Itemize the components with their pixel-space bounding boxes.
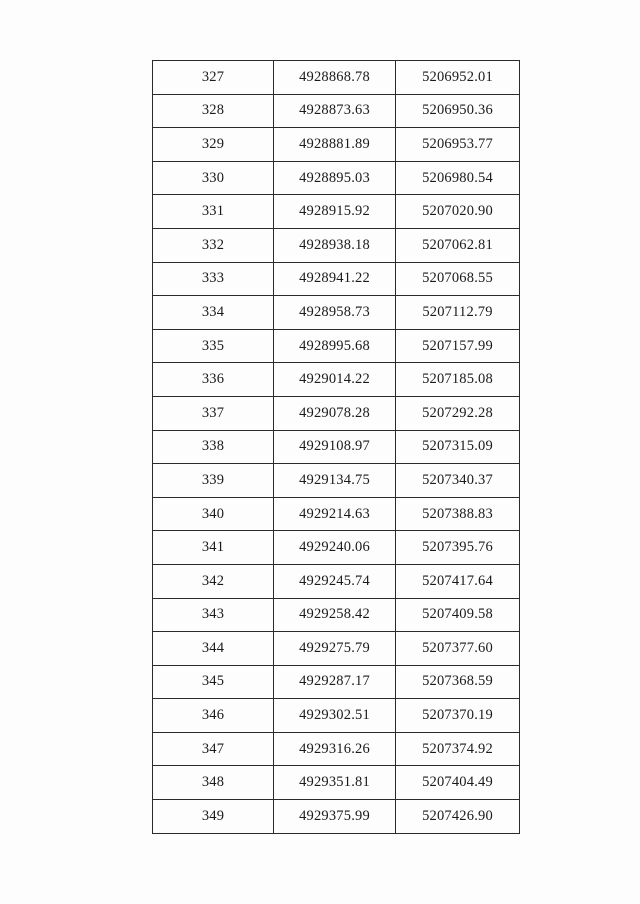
table-row xyxy=(153,464,520,498)
table-row xyxy=(153,632,520,666)
x-coordinate-cell: 4929258.42 xyxy=(274,598,396,632)
point-number-cell: 349 xyxy=(153,800,274,834)
x-coordinate-cell: 4929375.99 xyxy=(274,800,396,834)
point-number-cell: 338 xyxy=(153,430,274,464)
point-number-cell: 342 xyxy=(153,564,274,598)
point-number-cell: 348 xyxy=(153,766,274,800)
y-coordinate-cell: 5206953.77 xyxy=(396,128,520,162)
y-coordinate-cell: 5207368.59 xyxy=(396,665,520,699)
y-coordinate-cell: 5207292.28 xyxy=(396,396,520,430)
point-number-cell: 328 xyxy=(153,94,274,128)
table-row xyxy=(153,699,520,733)
x-coordinate-cell: 4929302.51 xyxy=(274,699,396,733)
y-coordinate-cell: 5207395.76 xyxy=(396,531,520,565)
point-number-cell: 329 xyxy=(153,128,274,162)
y-coordinate-cell: 5207068.55 xyxy=(396,262,520,296)
x-coordinate-cell: 4929240.06 xyxy=(274,531,396,565)
point-number-cell: 334 xyxy=(153,296,274,330)
table-row xyxy=(153,61,520,95)
x-coordinate-cell: 4928938.18 xyxy=(274,228,396,262)
table-row xyxy=(153,363,520,397)
x-coordinate-cell: 4929275.79 xyxy=(274,632,396,666)
x-coordinate-cell: 4929014.22 xyxy=(274,363,396,397)
x-coordinate-cell: 4928958.73 xyxy=(274,296,396,330)
table-row xyxy=(153,665,520,699)
y-coordinate-cell: 5206980.54 xyxy=(396,161,520,195)
y-coordinate-cell: 5207374.92 xyxy=(396,732,520,766)
y-coordinate-cell: 5207157.99 xyxy=(396,329,520,363)
y-coordinate-cell: 5206950.36 xyxy=(396,94,520,128)
x-coordinate-cell: 4928941.22 xyxy=(274,262,396,296)
x-coordinate-cell: 4929078.28 xyxy=(274,396,396,430)
coordinate-table-body xyxy=(153,61,520,834)
y-coordinate-cell: 5207388.83 xyxy=(396,497,520,531)
point-number-cell: 339 xyxy=(153,464,274,498)
table-row xyxy=(153,598,520,632)
x-coordinate-cell: 4928995.68 xyxy=(274,329,396,363)
point-number-cell: 337 xyxy=(153,396,274,430)
table-row xyxy=(153,329,520,363)
point-number-cell: 332 xyxy=(153,228,274,262)
table-row xyxy=(153,195,520,229)
table-row xyxy=(153,800,520,834)
point-number-cell: 344 xyxy=(153,632,274,666)
point-number-cell: 347 xyxy=(153,732,274,766)
table-row xyxy=(153,262,520,296)
table-row xyxy=(153,497,520,531)
table-row xyxy=(153,94,520,128)
table-row xyxy=(153,430,520,464)
x-coordinate-cell: 4928915.92 xyxy=(274,195,396,229)
x-coordinate-cell: 4929134.75 xyxy=(274,464,396,498)
point-number-cell: 327 xyxy=(153,61,274,95)
y-coordinate-cell: 5207112.79 xyxy=(396,296,520,330)
point-number-cell: 331 xyxy=(153,195,274,229)
x-coordinate-cell: 4929214.63 xyxy=(274,497,396,531)
y-coordinate-cell: 5207340.37 xyxy=(396,464,520,498)
x-coordinate-cell: 4929245.74 xyxy=(274,564,396,598)
point-number-cell: 335 xyxy=(153,329,274,363)
table-row xyxy=(153,296,520,330)
point-number-cell: 333 xyxy=(153,262,274,296)
x-coordinate-cell: 4929351.81 xyxy=(274,766,396,800)
point-number-cell: 340 xyxy=(153,497,274,531)
y-coordinate-cell: 5207417.64 xyxy=(396,564,520,598)
table-row xyxy=(153,732,520,766)
table-row xyxy=(153,396,520,430)
x-coordinate-cell: 4929316.26 xyxy=(274,732,396,766)
table-row xyxy=(153,564,520,598)
x-coordinate-cell: 4928868.78 xyxy=(274,61,396,95)
y-coordinate-cell: 5206952.01 xyxy=(396,61,520,95)
table-row xyxy=(153,161,520,195)
y-coordinate-cell: 5207409.58 xyxy=(396,598,520,632)
x-coordinate-cell: 4928881.89 xyxy=(274,128,396,162)
point-number-cell: 346 xyxy=(153,699,274,733)
y-coordinate-cell: 5207370.19 xyxy=(396,699,520,733)
table-row xyxy=(153,766,520,800)
point-number-cell: 330 xyxy=(153,161,274,195)
coordinate-table xyxy=(152,60,520,834)
x-coordinate-cell: 4929287.17 xyxy=(274,665,396,699)
y-coordinate-cell: 5207426.90 xyxy=(396,800,520,834)
y-coordinate-cell: 5207377.60 xyxy=(396,632,520,666)
x-coordinate-cell: 4929108.97 xyxy=(274,430,396,464)
point-number-cell: 341 xyxy=(153,531,274,565)
point-number-cell: 343 xyxy=(153,598,274,632)
x-coordinate-cell: 4928873.63 xyxy=(274,94,396,128)
y-coordinate-cell: 5207020.90 xyxy=(396,195,520,229)
table-row xyxy=(153,531,520,565)
x-coordinate-cell: 4928895.03 xyxy=(274,161,396,195)
y-coordinate-cell: 5207185.08 xyxy=(396,363,520,397)
y-coordinate-cell: 5207315.09 xyxy=(396,430,520,464)
point-number-cell: 336 xyxy=(153,363,274,397)
y-coordinate-cell: 5207062.81 xyxy=(396,228,520,262)
y-coordinate-cell: 5207404.49 xyxy=(396,766,520,800)
point-number-cell: 345 xyxy=(153,665,274,699)
table-row xyxy=(153,228,520,262)
table-row xyxy=(153,128,520,162)
